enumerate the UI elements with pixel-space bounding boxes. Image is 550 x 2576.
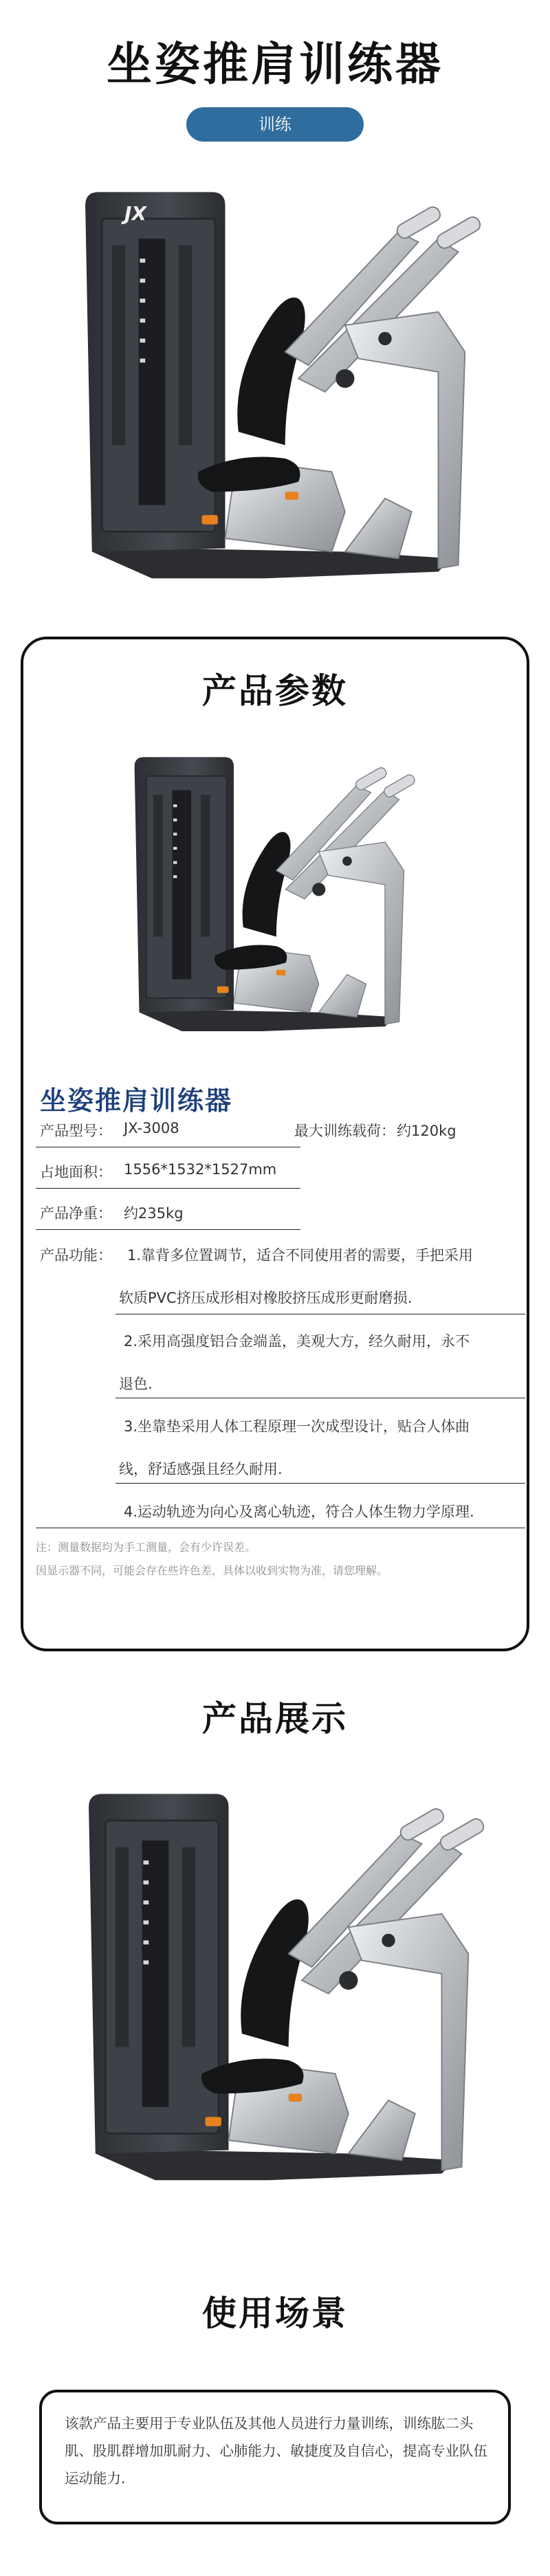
function-line: 1.靠背多位置调节，适合不同使用者的需要，手把采用 bbox=[127, 1247, 474, 1264]
note-line: 因显示器不同，可能会存在些许色差，具体以收到实物为准，请您理解。 bbox=[36, 1564, 388, 1577]
product-name: 坐姿推肩训练器 bbox=[40, 1086, 233, 1116]
model-label: 产品型号： bbox=[40, 1123, 112, 1139]
machine-logo: JX bbox=[124, 202, 147, 225]
model-value: JX-3008 bbox=[124, 1120, 179, 1136]
area-label: 占地面积： bbox=[40, 1164, 112, 1180]
area-value: 1556*1532*1527mm bbox=[124, 1161, 277, 1178]
usage-section-title: 使用场景 bbox=[202, 2293, 348, 2333]
function-line: 3.坐靠垫采用人体工程原理一次成型设计，贴合人体曲 bbox=[124, 1418, 470, 1435]
function-line: 退色. bbox=[119, 1376, 153, 1392]
display-machine-image bbox=[69, 1774, 495, 2214]
params-machine-image bbox=[120, 746, 423, 1052]
divider bbox=[36, 1188, 300, 1189]
params-section-title: 产品参数 bbox=[202, 671, 348, 711]
page-title: 坐姿推肩训练器 bbox=[107, 38, 443, 91]
divider bbox=[36, 1229, 300, 1230]
divider bbox=[116, 1483, 525, 1484]
weight-value: 约235kg bbox=[124, 1205, 184, 1222]
category-badge: 训练 bbox=[186, 107, 364, 142]
note-line: 注：测量数据均为手工测量，会有少许误差。 bbox=[36, 1541, 256, 1554]
function-line: 4.运动轨迹为向心及离心轨迹，符合人体生物力学原理. bbox=[124, 1504, 474, 1520]
max-load-value: 约120kg bbox=[397, 1123, 456, 1139]
max-load-label: 最大训练载荷： bbox=[294, 1123, 395, 1139]
display-section-title: 产品展示 bbox=[202, 1699, 348, 1739]
hero-machine-image bbox=[65, 172, 492, 612]
usage-text: 该款产品主要用于专业队伍及其他人员进行力量训练，训练肱二头肌、股肌群增加肌耐力、心肺能力、敏捷度及自信心，提高专业队伍运动能力. bbox=[65, 2415, 487, 2487]
function-line: 2.采用高强度铝合金端盖，美观大方，经久耐用，永不 bbox=[124, 1333, 470, 1350]
weight-label: 产品净重： bbox=[40, 1205, 112, 1222]
function-line: 线，舒适感强且经久耐用. bbox=[119, 1461, 283, 1477]
function-line: 软质PVC挤压成形相对橡胶挤压成形更耐磨损. bbox=[119, 1290, 412, 1306]
function-label: 产品功能： bbox=[40, 1247, 112, 1264]
